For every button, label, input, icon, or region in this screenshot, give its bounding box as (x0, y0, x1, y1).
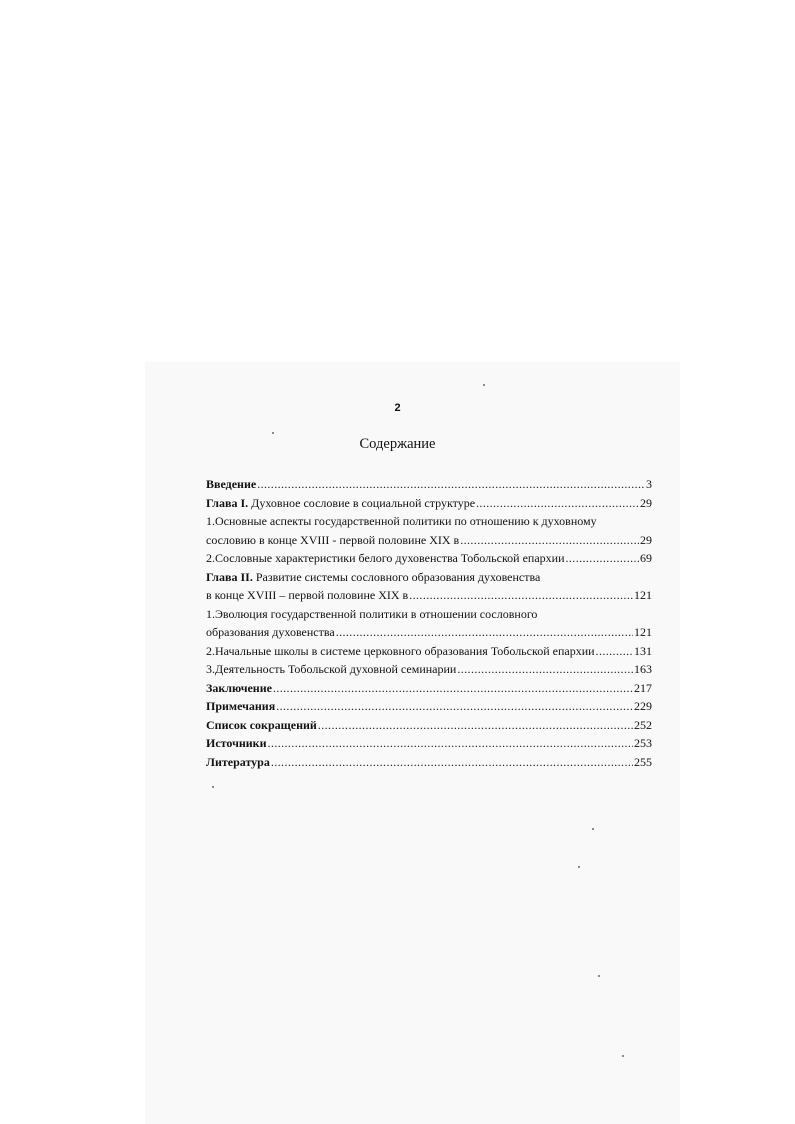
toc-entry-conclusion (206, 679, 652, 698)
toc-entry-chapter-1-section-1 (206, 531, 652, 550)
toc-entry-intro (206, 475, 652, 494)
toc-entry-abbreviations (206, 716, 652, 735)
toc-entry-page: 229 (634, 699, 652, 713)
scan-speck (578, 866, 580, 868)
toc-entry-label: Литература (206, 754, 270, 769)
toc-dot-leader (336, 623, 633, 642)
toc-entry-chapter-2-section-1 (206, 623, 652, 642)
toc-entry-label: Заключение (206, 680, 272, 695)
toc-entry-page: 131 (634, 643, 652, 658)
toc-entry-sources (206, 734, 652, 753)
toc-dot-leader (257, 475, 645, 494)
toc-entry-label: Список сокращений (206, 717, 317, 732)
toc-entry-label (206, 494, 475, 513)
page-number: 2 (394, 402, 401, 414)
scan-speck (272, 432, 274, 434)
scan-speck (598, 975, 600, 977)
toc-entry-page: 121 (634, 625, 652, 639)
toc-entry-page: 69 (640, 551, 652, 565)
toc-entry-chapter-1 (206, 494, 652, 513)
toc-dot-leader (318, 716, 633, 735)
toc-dot-leader (276, 697, 633, 716)
scan-speck (212, 786, 214, 788)
toc-entry-page: 253 (634, 736, 652, 750)
toc-entry-label-line: 1.Эволюция государственной политики в отношении сословного (206, 606, 538, 621)
toc-entry-label: 2.Сословные характеристики белого духовенства Тобольской епархии (206, 551, 565, 565)
scan-speck (592, 828, 594, 830)
toc-dot-leader (457, 660, 633, 679)
toc-entry-chapter-2 (206, 586, 652, 605)
toc-entry-label-line: 1.Основные аспекты государственной политики по отношению к духовному (206, 514, 597, 528)
toc-entry-label: Примечания (206, 699, 276, 713)
toc-entry-chapter-2-section-3 (206, 660, 652, 679)
table-of-contents (206, 475, 652, 771)
toc-entry-label: 2.Начальные школы в системе церковного образования Тобольской епархии (206, 643, 595, 658)
toc-entry-page: 252 (634, 717, 652, 732)
toc-dot-leader (460, 531, 639, 550)
toc-entry-chapter-1-section-2 (206, 549, 652, 568)
toc-dot-leader (596, 642, 633, 661)
toc-entry-label: в конце XVIII – первой половине XIX в (206, 588, 409, 602)
toc-entry-label: сословию в конце XVIII - первой половине XIX в (206, 532, 460, 547)
toc-entry-label: образования духовенства (206, 625, 335, 639)
toc-entry-label: 3.Деятельность Тобольской духовной семинарии (206, 662, 457, 676)
toc-entry-literature (206, 753, 652, 772)
toc-dot-leader (476, 494, 639, 513)
scan-speck (483, 384, 485, 386)
toc-dot-leader (566, 549, 640, 568)
toc-entry-label-line (206, 568, 652, 587)
toc-entry-notes (206, 697, 652, 716)
toc-entry-page: 29 (640, 532, 652, 547)
chapter-prefix: Глава II. (206, 569, 253, 584)
chapter-title: Духовное сословие в социальной структуре (251, 495, 476, 510)
scan-speck (622, 1055, 624, 1057)
toc-dot-leader (271, 753, 633, 772)
chapter-title: Развитие системы сословного образования духовенства (255, 569, 541, 584)
toc-entry-page: 29 (640, 495, 652, 510)
toc-entry-label: Введение (206, 477, 257, 491)
chapter-prefix: Глава I. (206, 495, 249, 510)
toc-dot-leader (268, 734, 633, 753)
toc-dot-leader (409, 586, 633, 605)
toc-dot-leader (273, 679, 633, 698)
toc-entry-page: 3 (646, 477, 652, 491)
toc-title: Содержание (359, 436, 436, 452)
toc-entry-page: 217 (634, 680, 652, 695)
toc-entry-page: 163 (634, 662, 652, 676)
toc-entry-page: 121 (634, 588, 652, 602)
toc-entry-page: 255 (634, 754, 652, 769)
toc-entry-label: Источники (206, 736, 267, 750)
toc-entry-chapter-2-section-2 (206, 642, 652, 661)
